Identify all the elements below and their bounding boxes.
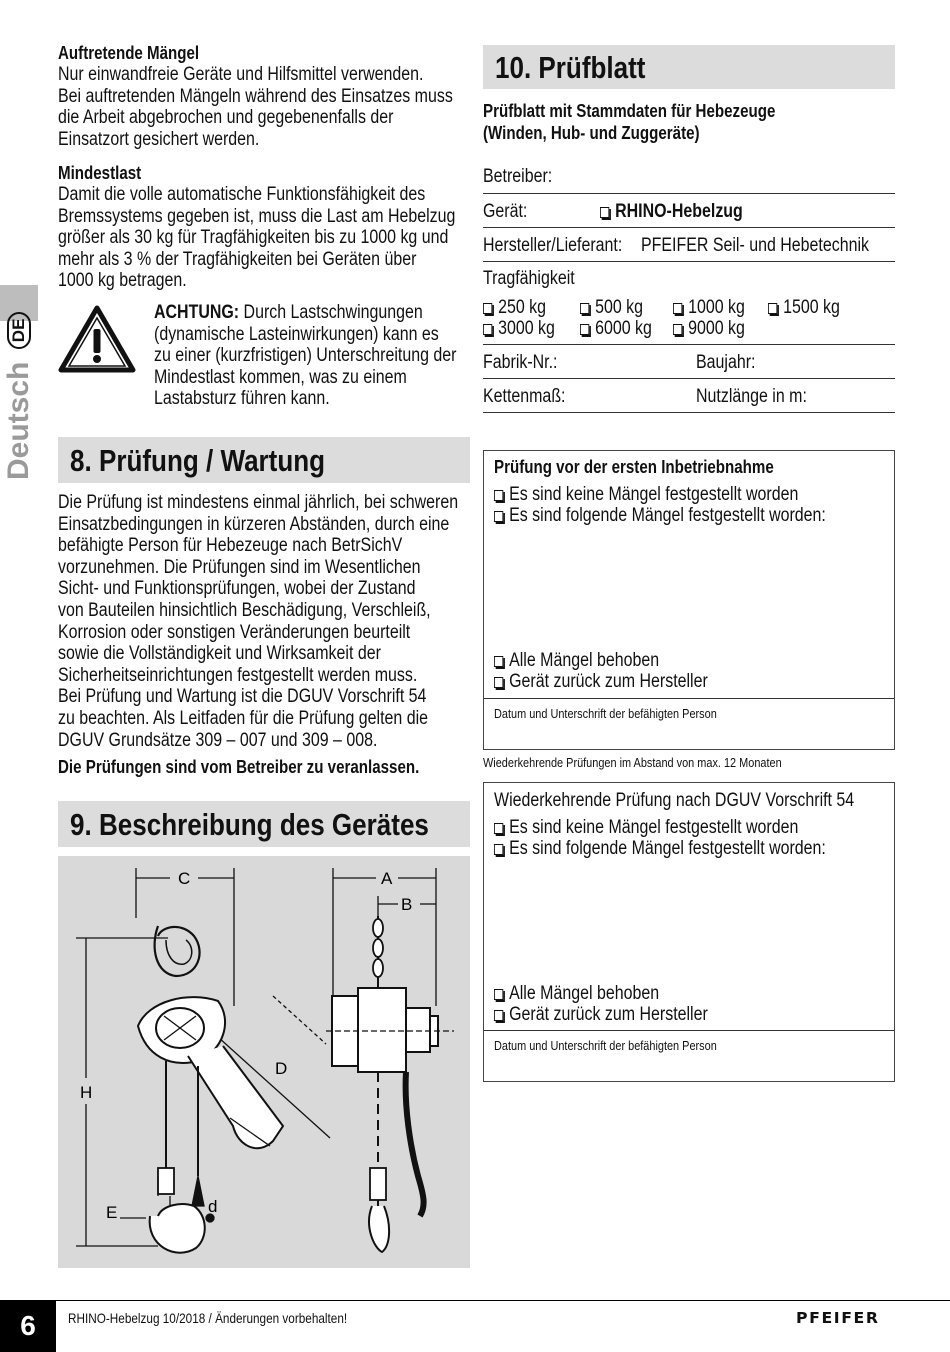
capacity-text: 250 kg [498, 297, 547, 318]
option-text: Es sind folgende Mängel festgestellt worden: [509, 838, 826, 859]
section-8-title: 8. Prüfung / Wartung [70, 443, 326, 478]
defects-heading: Auftretende Mängel [58, 43, 200, 63]
first-return-option[interactable] [494, 671, 708, 693]
recurring-inspection-title: Wiederkehrende Prüfung nach DGUV Vorschrift 54 [494, 790, 855, 811]
capacity-option-9000[interactable] [673, 318, 745, 340]
language-code-badge: DE [7, 312, 31, 350]
recurring-defects-fixed-option[interactable] [494, 983, 659, 1005]
signature-divider [484, 1030, 894, 1031]
language-tab [0, 318, 40, 490]
checkbox-icon[interactable] [494, 1010, 503, 1021]
language-label: Deutsch [2, 361, 35, 480]
text-line: zu einer (kurzfristigen) Unterschreitung der [154, 345, 457, 367]
checkbox-icon[interactable] [494, 823, 503, 834]
checkbox-icon[interactable] [673, 303, 682, 314]
option-text: Es sind keine Mängel festgestellt worden [509, 484, 799, 505]
minimum-load-text [58, 184, 455, 292]
section-10-header [483, 45, 895, 89]
recurring-return-option[interactable] [494, 1004, 708, 1026]
section-10-title: 10. Prüfblatt [495, 50, 646, 85]
option-text: Es sind folgende Mängel festgestellt worden: [509, 505, 826, 526]
page-number: 6 [0, 1300, 56, 1352]
checkbox-icon[interactable] [494, 656, 503, 667]
text-line: Mindestlast kommen, was zu einem [154, 366, 407, 388]
capacity-text: 1000 kg [688, 297, 745, 318]
minimum-load-section [58, 162, 455, 292]
text-line: befähigte Person für Hebezeuge nach BetrSichV [58, 535, 403, 557]
checkbox-icon[interactable] [483, 303, 492, 314]
capacity-text: 3000 kg [498, 318, 555, 339]
text-line: (dynamische Lasteinwirkungen) kann es [154, 323, 439, 345]
text-line: sowie die Vollständigkeit und Wirksamkeit der [58, 643, 381, 665]
dim-label-e: E [106, 1203, 118, 1222]
text-line: 1000 kg betragen. [58, 270, 187, 292]
checkbox-icon[interactable] [673, 324, 682, 335]
text-line: Damit die volle automatische Funktionsfähigkeit des [58, 184, 426, 205]
text-line: Die Prüfung ist mindestens einmal jährlich, bei schweren [58, 492, 459, 513]
defects-section [58, 42, 453, 150]
option-text: Gerät zurück zum Hersteller [509, 1004, 708, 1025]
text-line: Bei Prüfung und Wartung ist die DGUV Vorschrift 54 [58, 686, 427, 708]
lever-hoist-drawing [58, 856, 470, 1268]
text-line: mehr als 3 % der Tragfähigkeiten bei Geräten über [58, 248, 417, 270]
capacity-text: 1500 kg [783, 297, 840, 318]
manufacturer-label: Hersteller/Lieferant: [483, 235, 623, 256]
manufacturer-value: PFEIFER Seil- und Hebetechnik [641, 235, 869, 256]
capacity-option-1500[interactable] [768, 297, 840, 319]
first-signature-label: Datum und Unterschrift der befähigten Person [494, 706, 717, 721]
defects-text [58, 64, 453, 150]
option-text: Gerät zurück zum Hersteller [509, 671, 708, 692]
option-text: Es sind keine Mängel festgestellt worden [509, 817, 799, 838]
dim-label-c: C [178, 869, 191, 888]
first-defects-fixed-option[interactable] [494, 650, 659, 672]
divider [483, 227, 895, 228]
option-text: Alle Mängel behoben [509, 650, 660, 671]
divider [483, 344, 895, 345]
usable-length-label: Nutzlänge in m: [696, 386, 807, 407]
recurring-no-defects-option[interactable] [494, 817, 798, 839]
checkbox-icon[interactable] [494, 511, 503, 522]
capacity-option-500[interactable] [580, 297, 643, 319]
text-line: die Arbeit abgebrochen und gegebenenfalls der [58, 107, 394, 129]
capacity-text: 500 kg [595, 297, 644, 318]
checkbox-icon[interactable] [768, 303, 777, 314]
dim-label-d-small: d [208, 1197, 218, 1216]
capacity-option-6000[interactable] [580, 318, 652, 340]
chain-size-label: Kettenmaß: [483, 386, 566, 407]
dim-label-b: B [401, 895, 413, 914]
operator-label: Betreiber: [483, 166, 553, 187]
checkbox-icon[interactable] [580, 303, 589, 314]
capacity-option-250[interactable] [483, 297, 546, 319]
capacity-option-3000[interactable] [483, 318, 555, 340]
device-name: RHINO-Hebelzug [615, 201, 743, 222]
divider [483, 193, 895, 194]
checkbox-icon[interactable] [580, 324, 589, 335]
text-line: vorzunehmen. Die Prüfungen sind im Wesentlichen [58, 556, 421, 578]
subtitle-line: Prüfblatt mit Stammdaten für Hebezeuge [483, 101, 776, 121]
section-8-text [58, 492, 458, 779]
capacity-option-1000[interactable] [673, 297, 745, 319]
serial-number-label: Fabrik-Nr.: [483, 352, 558, 373]
recurring-interval-note: Wiederkehrende Prüfungen im Abstand von max. 12 Monaten [483, 755, 782, 770]
text-line: von Bauteilen hinsichtlich Beschädigung, Verschleiß, [58, 599, 431, 621]
warning-text [154, 302, 456, 410]
recurring-signature-label: Datum und Unterschrift der befähigten Person [494, 1038, 717, 1053]
text-line: größer als 30 kg für Tragfähigkeiten bis zu 1000 kg und [58, 227, 449, 249]
minimum-load-heading: Mindestlast [58, 163, 142, 183]
checkbox-icon[interactable] [494, 989, 503, 1000]
section-8-header [58, 437, 470, 483]
text-line: Einsatzbedingungen in kürzeren Abständen, durch eine [58, 513, 450, 535]
dim-label-h: H [80, 1083, 93, 1102]
checkbox-icon[interactable] [494, 677, 503, 688]
divider [483, 412, 895, 413]
checkbox-device[interactable] [600, 207, 609, 218]
recurring-defects-found-option[interactable] [494, 838, 826, 860]
dim-label-d-large: D [275, 1059, 288, 1078]
warning-icon [58, 305, 136, 373]
first-inspection-title: Prüfung vor der ersten Inbetriebnahme [494, 457, 774, 477]
checkbox-icon[interactable] [494, 490, 503, 501]
year-label: Baujahr: [696, 352, 756, 373]
device-label: Gerät: [483, 201, 528, 222]
signature-divider [484, 698, 894, 699]
text-line: Sicht- und Funktionsprüfungen, wobei der Zustand [58, 578, 416, 600]
capacity-text: 9000 kg [688, 318, 745, 339]
text-line: Korrosion oder sonstigen Veränderungen beurteilt [58, 621, 411, 643]
dim-label-a: A [381, 869, 393, 888]
text-line: Bremssystems gegeben ist, muss die Last am Hebelzug [58, 205, 456, 227]
section-10-subtitle [483, 100, 775, 144]
capacity-label: Tragfähigkeit [483, 268, 575, 289]
text-line: Einsatzort gesichert werden. [58, 128, 260, 150]
brand-logo: PFEIFER [796, 1309, 880, 1327]
divider [483, 261, 895, 262]
section-9-header [58, 801, 470, 847]
text-line: Bei auftretenden Mängeln während des Einsatzes muss [58, 85, 453, 107]
text-line: DGUV Grundsätze 309 – 007 und 309 – 008. [58, 729, 378, 751]
warning-first-line: Durch Lastschwingungen [239, 302, 423, 323]
first-defects-found-option[interactable] [494, 505, 826, 527]
checkbox-icon[interactable] [483, 324, 492, 335]
device-value [600, 201, 743, 223]
checkbox-icon[interactable] [494, 844, 503, 855]
footer-divider [0, 1300, 950, 1301]
first-no-defects-option[interactable] [494, 484, 798, 506]
warning-label: ACHTUNG: [154, 302, 240, 323]
divider [483, 378, 895, 379]
footer-text: RHINO-Hebelzug 10/2018 / Änderungen vorbehalten! [68, 1310, 348, 1326]
section-8-bold-note: Die Prüfungen sind vom Betreiber zu veranlassen. [58, 757, 420, 778]
device-drawing-panel [58, 856, 470, 1268]
option-text: Alle Mängel behoben [509, 983, 660, 1004]
subtitle-line: (Winden, Hub- und Zuggeräte) [483, 123, 700, 143]
text-line: Sicherheitseinrichtungen festgestellt werden muss. [58, 664, 418, 686]
section-9-title: 9. Beschreibung des Gerätes [70, 807, 429, 842]
text-line: zu beachten. Als Leitfaden für die Prüfung gelten die [58, 707, 429, 729]
text-line: Lastabsturz führen kann. [154, 388, 330, 410]
text-line: Nur einwandfreie Geräte und Hilfsmittel verwenden. [58, 64, 424, 85]
capacity-text: 6000 kg [595, 318, 652, 339]
